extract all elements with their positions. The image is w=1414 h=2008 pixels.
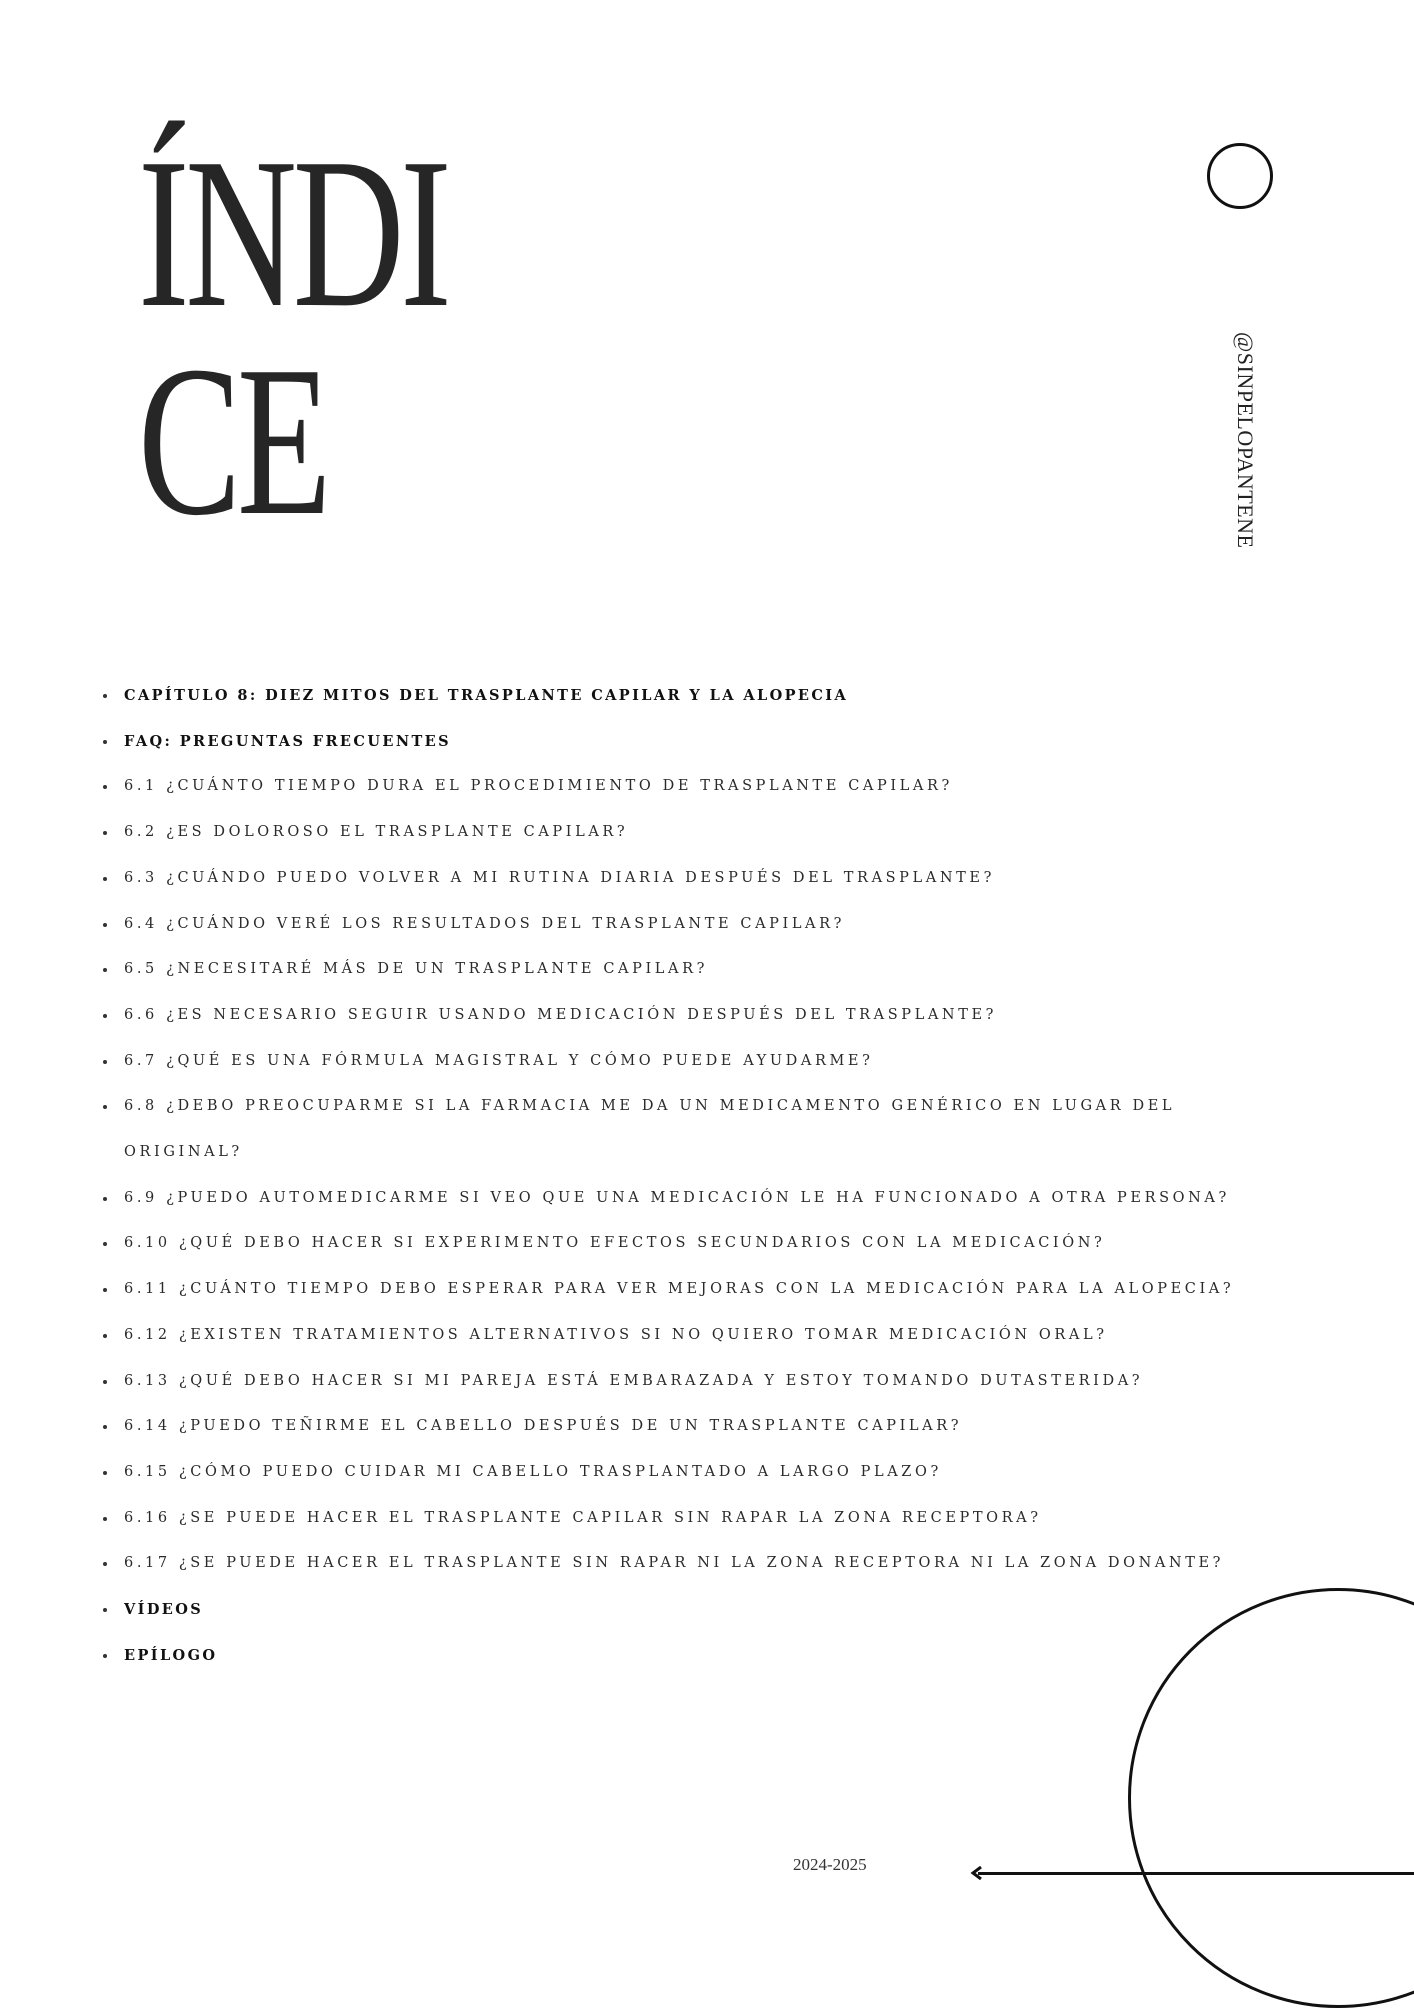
toc-item[interactable]: 6.7 ¿QUÉ ES UNA FÓRMULA MAGISTRAL Y CÓMO PUEDE AYUDARME? — [100, 1039, 1240, 1085]
year-label: 2024-2025 — [793, 1855, 867, 1874]
toc-item[interactable]: 6.17 ¿SE PUEDE HACER EL TRASPLANTE SIN RAPAR NI LA ZONA RECEPTORA NI LA ZONA DONANTE? — [100, 1541, 1240, 1587]
page-title-line-1: ÍNDI — [138, 113, 448, 352]
toc-item[interactable]: EPÍLOGO — [100, 1633, 1240, 1679]
social-handle: @SINPELOPANTENE — [1233, 332, 1258, 549]
toc-item[interactable]: 6.1 ¿CUÁNTO TIEMPO DURA EL PROCEDIMIENTO DE TRASPLANTE CAPILAR? — [100, 764, 1240, 810]
decorative-circle-small — [1207, 143, 1273, 209]
arrow-line — [978, 1872, 1414, 1875]
toc-item[interactable]: CAPÍTULO 8: DIEZ MITOS DEL TRASPLANTE CAPILAR Y LA ALOPECIA — [100, 673, 1240, 719]
toc-item[interactable]: 6.6 ¿ES NECESARIO SEGUIR USANDO MEDICACIÓN DESPUÉS DEL TRASPLANTE? — [100, 993, 1240, 1039]
toc-item[interactable]: 6.12 ¿EXISTEN TRATAMIENTOS ALTERNATIVOS SI NO QUIERO TOMAR MEDICACIÓN ORAL? — [100, 1313, 1240, 1359]
toc-item[interactable]: 6.14 ¿PUEDO TEÑIRME EL CABELLO DESPUÉS DE UN TRASPLANTE CAPILAR? — [100, 1404, 1240, 1450]
toc-item[interactable]: 6.11 ¿CUÁNTO TIEMPO DEBO ESPERAR PARA VER MEJORAS CON LA MEDICACIÓN PARA LA ALOPECIA? — [100, 1267, 1240, 1313]
toc-item[interactable]: 6.16 ¿SE PUEDE HACER EL TRASPLANTE CAPILAR SIN RAPAR LA ZONA RECEPTORA? — [100, 1496, 1240, 1542]
toc-item[interactable]: FAQ: PREGUNTAS FRECUENTES — [100, 719, 1240, 765]
table-of-contents — [100, 673, 1240, 1678]
toc-item[interactable]: 6.10 ¿QUÉ DEBO HACER SI EXPERIMENTO EFECTOS SECUNDARIOS CON LA MEDICACIÓN? — [100, 1221, 1240, 1267]
toc-item[interactable]: 6.3 ¿CUÁNDO PUEDO VOLVER A MI RUTINA DIARIA DESPUÉS DEL TRASPLANTE? — [100, 856, 1240, 902]
toc-item[interactable]: 6.15 ¿CÓMO PUEDO CUIDAR MI CABELLO TRASPLANTADO A LARGO PLAZO? — [100, 1450, 1240, 1496]
toc-item[interactable]: 6.9 ¿PUEDO AUTOMEDICARME SI VEO QUE UNA MEDICACIÓN LE HA FUNCIONADO A OTRA PERSONA? — [100, 1176, 1240, 1222]
toc-item[interactable]: 6.2 ¿ES DOLOROSO EL TRASPLANTE CAPILAR? — [100, 810, 1240, 856]
toc-item[interactable]: 6.8 ¿DEBO PREOCUPARME SI LA FARMACIA ME DA UN MEDICAMENTO GENÉRICO EN LUGAR DEL ORIGINAL? — [100, 1084, 1240, 1175]
toc-item[interactable]: 6.5 ¿NECESITARÉ MÁS DE UN TRASPLANTE CAPILAR? — [100, 947, 1240, 993]
toc-item[interactable]: 6.4 ¿CUÁNDO VERÉ LOS RESULTADOS DEL TRASPLANTE CAPILAR? — [100, 902, 1240, 948]
page-title-line-2: CE — [138, 321, 328, 560]
arrow-left-icon — [969, 1866, 983, 1880]
toc-item[interactable]: VÍDEOS — [100, 1587, 1240, 1633]
toc-item[interactable]: 6.13 ¿QUÉ DEBO HACER SI MI PAREJA ESTÁ EMBARAZADA Y ESTOY TOMANDO DUTASTERIDA? — [100, 1359, 1240, 1405]
